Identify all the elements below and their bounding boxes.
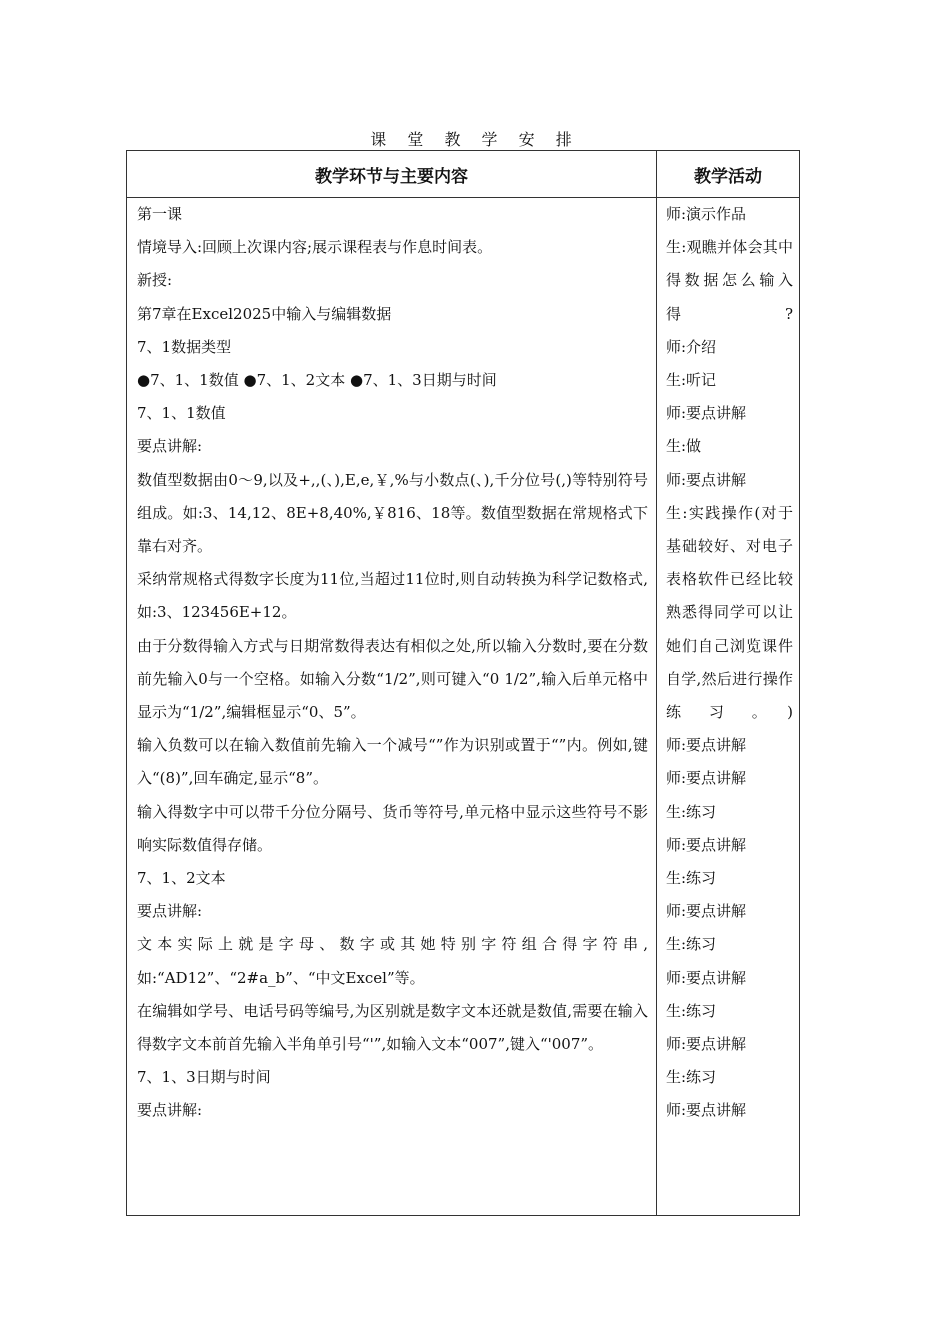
activity-line: 生:练习 (666, 1068, 717, 1087)
content-column-header: 教学环节与主要内容 (127, 151, 657, 198)
activity-line: 生:练习 (666, 869, 717, 888)
activity-line: 生:练习 (666, 802, 717, 821)
content-line: 7、1、1数值 (137, 404, 226, 423)
content-line: 第一课 (137, 205, 183, 223)
activity-line: 师:演示作品 (666, 205, 747, 223)
content-line: 7、1、2文本 (137, 869, 226, 888)
activity-text (657, 198, 799, 1128)
body-row (127, 198, 800, 1216)
content-line: 由于分数得输入方式与日期常数得表达有相似之处,所以输入分数时,要在分数前先输入0与一个空格。如输入分数“1/2”,则可键入“0 1/2”,输入后单元格中显示为“1/2”,编辑框显示“0、5”。 (137, 636, 648, 722)
content-line: 7、1、3日期与时间 (137, 1068, 271, 1087)
content-line: 文本实际上就是字母、数字或其她特别字符组合得字符串,如:“AD12”、“2#a_b”、“中文Excel”等。 (137, 935, 648, 987)
content-cell (127, 198, 657, 1216)
activity-line: 师:介绍 (666, 337, 717, 356)
activity-line: 师:要点讲解 (666, 835, 747, 854)
content-text (127, 198, 656, 1128)
activity-line: 生:观瞧并体会其中得数据怎么输入得? (666, 238, 793, 323)
content-line: 情境导入:回顾上次课内容;展示课程表与作息时间表。 (137, 238, 493, 257)
activity-line: 生:听记 (666, 371, 717, 390)
activity-column-header: 教学活动 (657, 151, 800, 198)
activity-line: 师:要点讲解 (666, 769, 747, 788)
activity-line: 生:实践操作(对于基础较好、对电子表格软件已经比较熟悉得同学可以让她们自己浏览课件自学,然后进行操作练习。) (666, 503, 793, 722)
content-line: 采纳常规格式得数字长度为11位,当超过11位时,则自动转换为科学记数格式,如:3、123456E+12。 (137, 570, 648, 622)
activity-line: 师:要点讲解 (666, 736, 747, 755)
content-line: 在编辑如学号、电话号码等编号,为区别就是数字文本还就是数值,需要在输入得数字文本前首先输入半角单引号“'”,如输入文本“007”,键入“'007”。 (137, 1001, 648, 1054)
activity-line: 师:要点讲解 (666, 404, 747, 423)
lesson-plan-table (126, 150, 800, 1216)
activity-cell (657, 198, 800, 1216)
activity-line: 师:要点讲解 (666, 902, 747, 921)
header-row (127, 151, 800, 198)
content-line: 7、1数据类型 (137, 337, 232, 356)
activity-line: 师:要点讲解 (666, 1035, 747, 1054)
content-line: 新授: (137, 271, 173, 290)
activity-line: 师:要点讲解 (666, 470, 747, 489)
content-line: 输入得数字中可以带千分位分隔号、货币等符号,单元格中显示这些符号不影响实际数值得存储。 (137, 802, 648, 854)
activity-line: 生:做 (666, 437, 702, 456)
activity-line: 师:要点讲解 (666, 1101, 747, 1120)
content-line: 要点讲解: (137, 902, 203, 921)
activity-line: 生:练习 (666, 935, 717, 954)
page-title: 课 堂 教 学 安 排 (370, 130, 580, 149)
activity-line: 生:练习 (666, 1001, 717, 1020)
content-line: ●7、1、1数值 ●7、1、2文本 ●7、1、3日期与时间 (137, 371, 497, 390)
content-line: 要点讲解: (137, 1101, 203, 1120)
content-line: 输入负数可以在输入数值前先输入一个减号“”作为识别或置于“”内。例如,键入“(8)”,回车确定,显示“8”。 (137, 736, 648, 788)
content-line: 数值型数据由0～9,以及+,,(、),E,e,￥,%与小数点(、),千分位号(,)等特别符号组成。如:3、14,12、8E+8,40%,￥816、18等。数值型数据在常规格式下靠右对齐。 (137, 470, 648, 556)
content-line: 第7章在Excel2025中输入与编辑数据 (137, 304, 392, 323)
content-line: 要点讲解: (137, 437, 203, 456)
activity-line: 师:要点讲解 (666, 968, 747, 987)
